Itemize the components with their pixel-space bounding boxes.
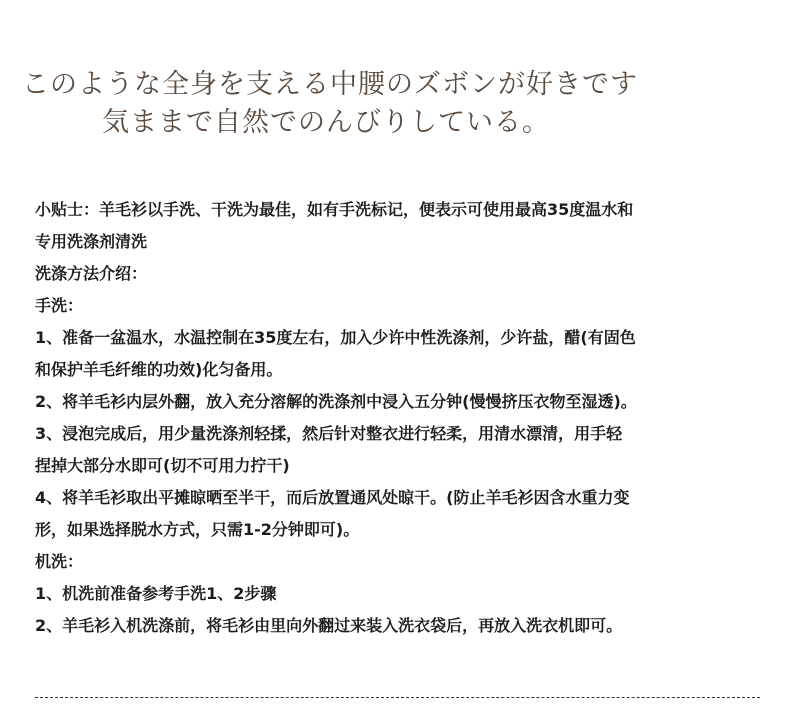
- dashed-divider: [35, 697, 760, 698]
- hand-wash-step-1: 1、准备一盆温水，水温控制在35度左右，加入少许中性洗涤剂，少许盐，醋(有固色: [35, 328, 636, 347]
- tip-line-cont: 专用洗涤剂清洗: [35, 232, 148, 251]
- tip-line: 小贴士：羊毛衫以手洗、干洗为最佳，如有手洗标记，便表示可使用最高35度温水和: [35, 200, 634, 219]
- hand-wash-step-4: 4、将羊毛衫取出平摊晾晒至半干，而后放置通风处晾干。(防止羊毛衫因含水重力变: [35, 488, 630, 507]
- machine-wash-step-1: 1、机洗前准备参考手洗1、2步骤: [35, 584, 277, 603]
- hand-wash-heading: 手洗：: [35, 296, 84, 315]
- care-instructions: [35, 194, 760, 642]
- hand-wash-step-4-cont: 形，如果选择脱水方式，只需1-2分钟即可)。: [35, 520, 360, 539]
- tagline-line-2: 気ままで自然でのんびりしている。: [102, 107, 550, 138]
- hand-wash-step-2: 2、将羊毛衫内层外翻，放入充分溶解的洗涤剂中浸入五分钟(慢慢挤压衣物至湿透)。: [35, 392, 637, 411]
- hand-wash-step-3: 3、浸泡完成后，用少量洗涤剂轻揉，然后针对整衣进行轻柔，用清水漂清，用手轻: [35, 424, 623, 443]
- method-heading: 洗涤方法介绍：: [35, 264, 148, 283]
- hand-wash-step-3-cont: 捏掉大部分水即可(切不可用力拧干): [35, 456, 290, 475]
- machine-wash-heading: 机洗：: [35, 552, 84, 571]
- tagline-line-1: このような全身を支える中腰のズボンが好きです: [22, 69, 638, 100]
- machine-wash-step-2: 2、羊毛衫入机洗涤前，将毛衫由里向外翻过来装入洗衣袋后，再放入洗衣机即可。: [35, 616, 623, 635]
- hand-wash-step-1-cont: 和保护羊毛纤维的功效)化匀备用。: [35, 360, 283, 379]
